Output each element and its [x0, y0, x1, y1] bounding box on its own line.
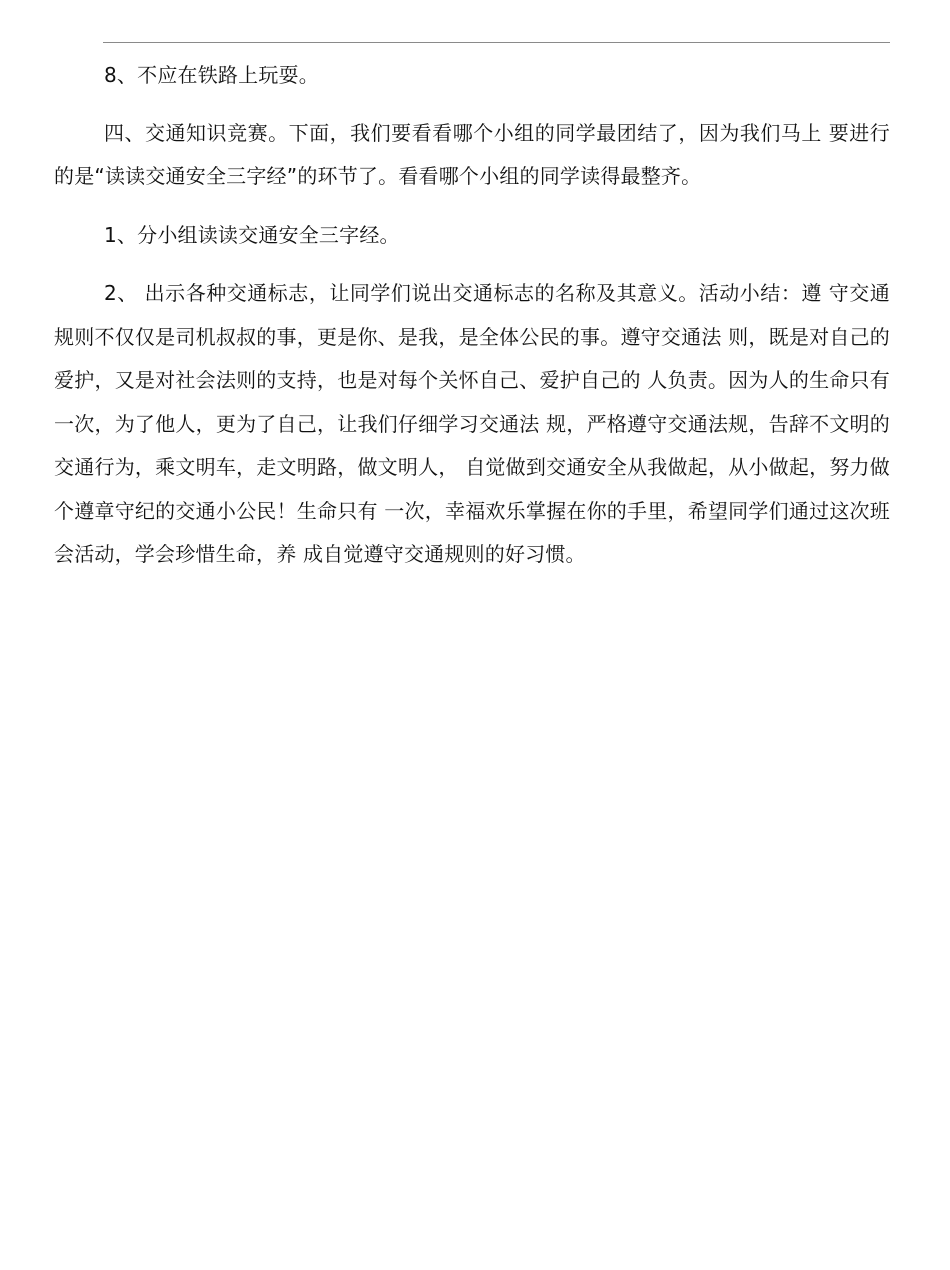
- document-body: [54, 54, 890, 577]
- paragraph-item-2-summary: 2、 出示各种交通标志，让同学们说出交通标志的名称及其意义。活动小结：遵 守交通规则不仅仅是司机叔叔的事，更是你、是我，是全体公民的事。遵守交通法 则，既是对自己的爱护，又是对社会法则的支持，也是对每个关怀自己、爱护自己的 人负责。因为人的生命只有一次，为了他人，更为了自己，让我们仔细学习交通法 规，严格遵守交通法规，告辞不文明的交通行为，乘文明车，走文明路，做文明人， 自觉做到交通安全从我做起，从小做起，努力做个遵章守纪的交通小公民！生命只有 一次，幸福欢乐掌握在你的手里，希望同学们通过这次班会活动，学会珍惜生命，养 成自觉遵守交通规则的好习惯。: [54, 281, 890, 566]
- header-divider: [103, 42, 890, 43]
- paragraph-item-1: 1、分小组读读交通安全三字经。: [104, 222, 400, 247]
- paragraph-rule-8: 8、不应在铁路上玩耍。: [104, 63, 319, 87]
- paragraph-section-4-quiz: 四、交通知识竞赛。下面，我们要看看哪个小组的同学最团结了，因为我们马上 要进行的是“读读交通安全三字经”的环节了。看看哪个小组的同学读得最整齐。: [54, 120, 890, 188]
